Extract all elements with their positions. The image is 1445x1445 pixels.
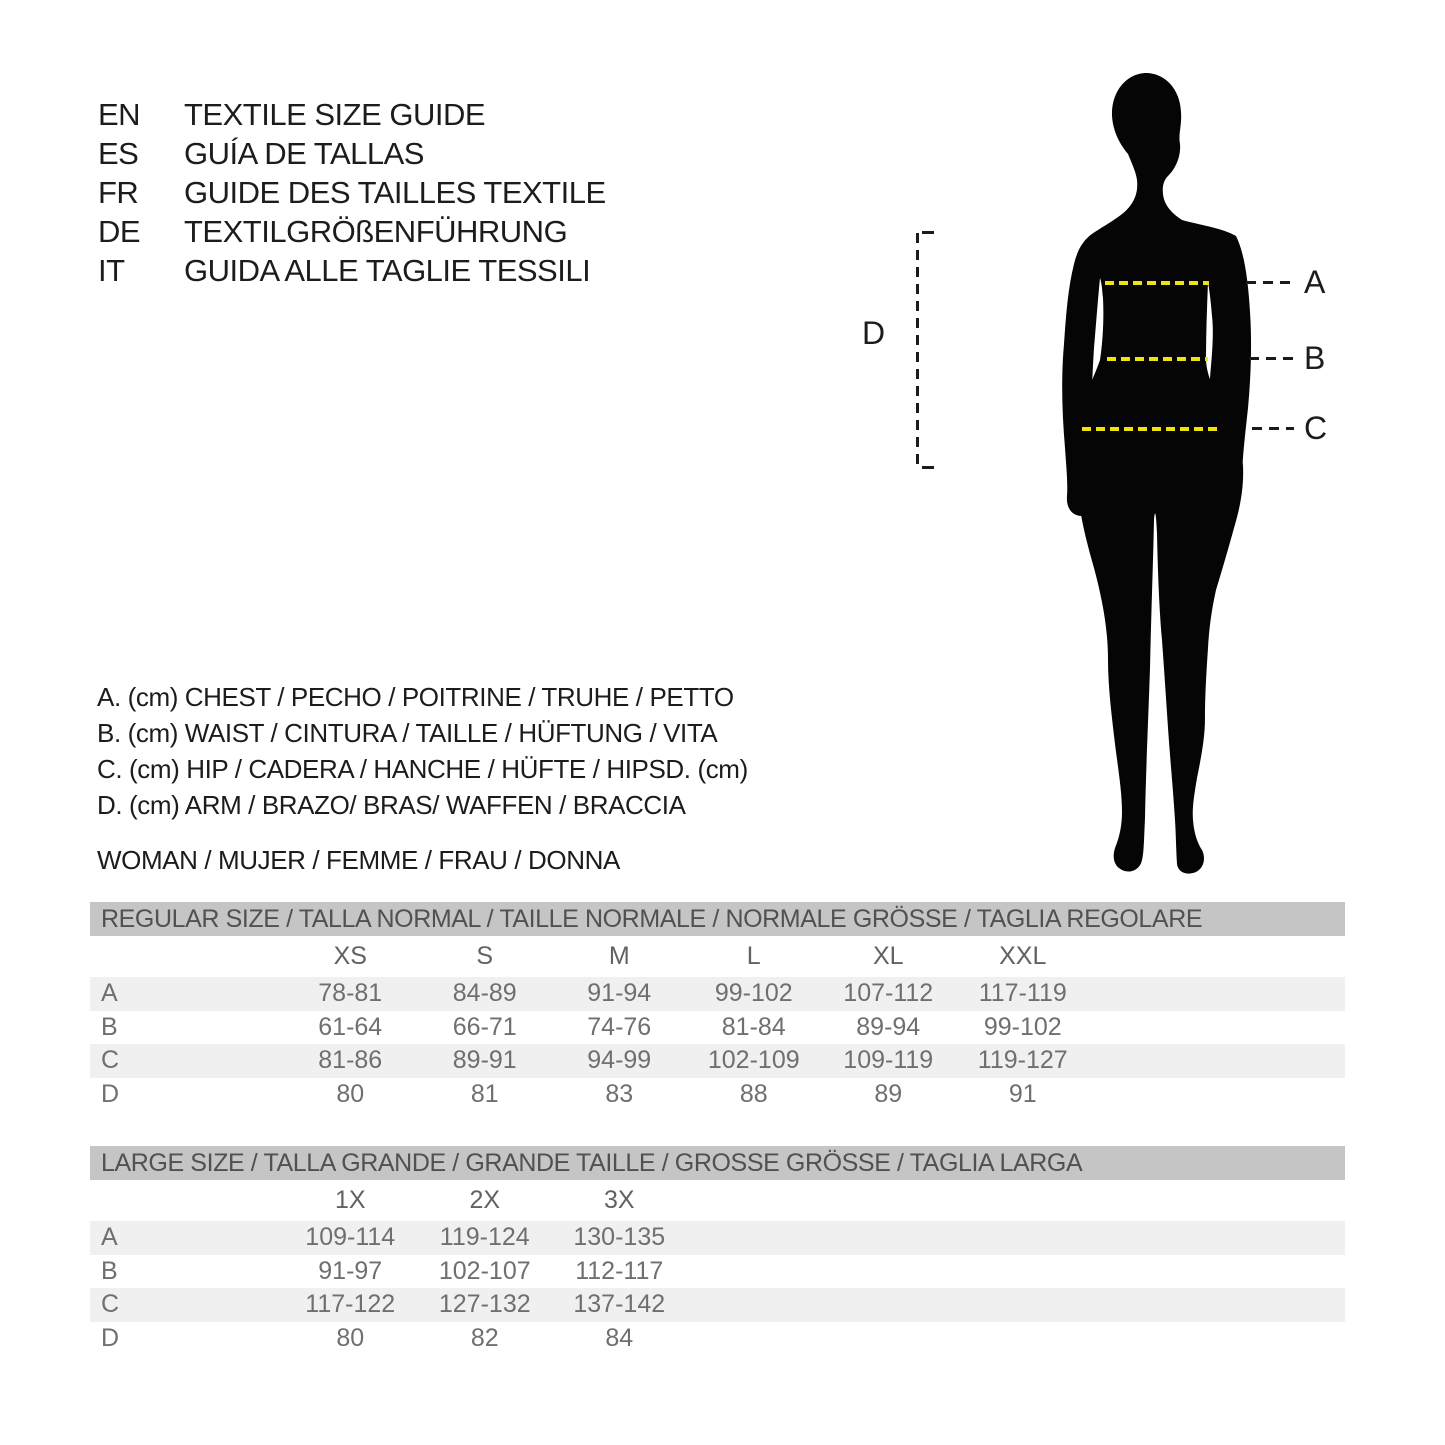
size-value-cell: 80: [336, 1323, 365, 1352]
size-value-cell: 66-71: [452, 1012, 517, 1041]
size-value-cell: 109-119: [843, 1046, 934, 1075]
table-row: [90, 1255, 1345, 1289]
size-value-cell: 81: [470, 1079, 499, 1108]
language-code: ES: [98, 136, 139, 171]
waist-label: B: [1304, 340, 1325, 376]
legend-line-waist: B. (cm) WAIST / CINTURA / TAILLE / HÜFTUNG / VITA: [97, 718, 718, 748]
language-row: [98, 95, 606, 134]
row-label: D: [101, 1079, 120, 1108]
column-header: 2X: [469, 1186, 501, 1214]
size-value-cell: 74-76: [587, 1012, 652, 1041]
language-title: GUIDA ALLE TAGLIE TESSILI: [184, 253, 591, 288]
row-label: A: [101, 979, 118, 1008]
size-value-cell: 102-109: [707, 1046, 800, 1075]
size-value-cell: 99-102: [714, 979, 793, 1008]
chest-leader-line: [1246, 281, 1294, 284]
waist-leader-line: [1249, 357, 1294, 360]
large-table-body: [90, 1221, 1345, 1355]
size-value-cell: 91-97: [318, 1256, 383, 1285]
language-title: TEXTILGRÖßENFÜHRUNG: [184, 214, 568, 249]
legend-line-hip: C. (cm) HIP / CADERA / HANCHE / HÜFTE / HIPSD. (cm): [97, 754, 748, 784]
column-header: 1X: [334, 1186, 366, 1214]
language-title: TEXTILE SIZE GUIDE: [184, 97, 486, 132]
hip-label: C: [1304, 410, 1327, 446]
arm-label: D: [862, 315, 885, 351]
waist-measure-line: [1107, 357, 1208, 361]
size-value-cell: 84-89: [452, 979, 517, 1008]
hip-leader-line: [1252, 427, 1294, 430]
size-value-cell: 137-142: [573, 1290, 666, 1319]
chest-measure-line: [1105, 281, 1209, 285]
language-list: [98, 95, 606, 290]
size-value-cell: 91: [1008, 1079, 1037, 1108]
size-value-cell: 99-102: [983, 1012, 1062, 1041]
chest-label: A: [1304, 264, 1325, 300]
legend-line-chest: A. (cm) CHEST / PECHO / POITRINE / TRUHE / PETTO: [97, 682, 734, 712]
size-value-cell: 91-94: [587, 979, 652, 1008]
size-value-cell: 84: [605, 1323, 634, 1352]
size-value-cell: 109-114: [305, 1223, 396, 1252]
row-label: A: [101, 1223, 118, 1252]
table-row: [90, 1011, 1345, 1045]
size-value-cell: 102-107: [438, 1256, 531, 1285]
size-value-cell: 117-122: [305, 1290, 396, 1319]
size-value-cell: 80: [336, 1079, 365, 1108]
language-code: IT: [98, 253, 125, 288]
size-value-cell: 117-119: [978, 979, 1067, 1008]
table-row: [90, 1078, 1345, 1112]
language-code: EN: [98, 97, 141, 132]
language-title: GUÍA DE TALLAS: [184, 136, 424, 171]
size-value-cell: 83: [605, 1079, 634, 1108]
table-row: [90, 1322, 1345, 1356]
size-value-cell: 82: [470, 1323, 499, 1352]
language-row: [98, 212, 606, 251]
table-row: [90, 1221, 1345, 1255]
language-code: DE: [98, 214, 141, 249]
table-row: [90, 1044, 1345, 1078]
size-value-cell: 89-94: [856, 1012, 921, 1041]
row-label: C: [101, 1046, 120, 1075]
size-value-cell: 61-64: [318, 1012, 383, 1041]
size-value-cell: 119-124: [439, 1223, 530, 1252]
regular-table-body: [90, 977, 1345, 1111]
regular-column-header-row: [90, 936, 1345, 977]
size-value-cell: 78-81: [318, 979, 383, 1008]
woman-silhouette: [1058, 68, 1262, 880]
hip-measure-line: [1082, 427, 1218, 431]
arm-measure-line: [916, 233, 919, 469]
size-value-cell: 119-127: [977, 1046, 1068, 1075]
gender-line: WOMAN / MUJER / FEMME / FRAU / DONNA: [97, 845, 620, 875]
arm-measure-top-tick: [922, 231, 934, 234]
large-column-header-row: [90, 1180, 1345, 1221]
column-header: L: [746, 942, 761, 970]
large-table-title: LARGE SIZE / TALLA GRANDE / GRANDE TAILLE / GROSSE GRÖSSE / TAGLIA LARGA: [90, 1146, 1345, 1180]
size-value-cell: 89: [874, 1079, 903, 1108]
size-value-cell: 94-99: [587, 1046, 652, 1075]
column-header: XS: [333, 942, 367, 970]
measurement-legend: [97, 679, 748, 823]
column-header: XL: [872, 942, 904, 970]
size-value-cell: 81-84: [721, 1012, 786, 1041]
row-label: C: [101, 1290, 120, 1319]
language-row: [98, 173, 606, 212]
column-header: 3X: [603, 1186, 635, 1214]
row-label: B: [101, 1012, 118, 1041]
regular-size-table: [90, 902, 1345, 1111]
language-row: [98, 134, 606, 173]
column-header: S: [476, 942, 494, 970]
regular-table-title: REGULAR SIZE / TALLA NORMAL / TAILLE NORMALE / NORMALE GRÖSSE / TAGLIA REGOLARE: [90, 902, 1345, 936]
table-row: [90, 1288, 1345, 1322]
size-value-cell: 88: [739, 1079, 768, 1108]
arm-measure-bottom-tick: [922, 466, 934, 469]
size-value-cell: 130-135: [573, 1223, 666, 1252]
size-value-cell: 107-112: [843, 979, 934, 1008]
row-label: B: [101, 1256, 118, 1285]
size-value-cell: 127-132: [438, 1290, 531, 1319]
language-row: [98, 251, 606, 290]
language-code: FR: [98, 175, 139, 210]
column-header: XXL: [999, 942, 1047, 970]
size-value-cell: 112-117: [575, 1256, 664, 1285]
language-title: GUIDE DES TAILLES TEXTILE: [184, 175, 606, 210]
size-value-cell: 81-86: [318, 1046, 383, 1075]
size-value-cell: 89-91: [452, 1046, 517, 1075]
row-label: D: [101, 1323, 120, 1352]
legend-line-arm: D. (cm) ARM / BRAZO/ BRAS/ WAFFEN / BRACCIA: [97, 790, 686, 820]
column-header: M: [608, 942, 630, 970]
table-row: [90, 977, 1345, 1011]
large-size-table: [90, 1146, 1345, 1355]
